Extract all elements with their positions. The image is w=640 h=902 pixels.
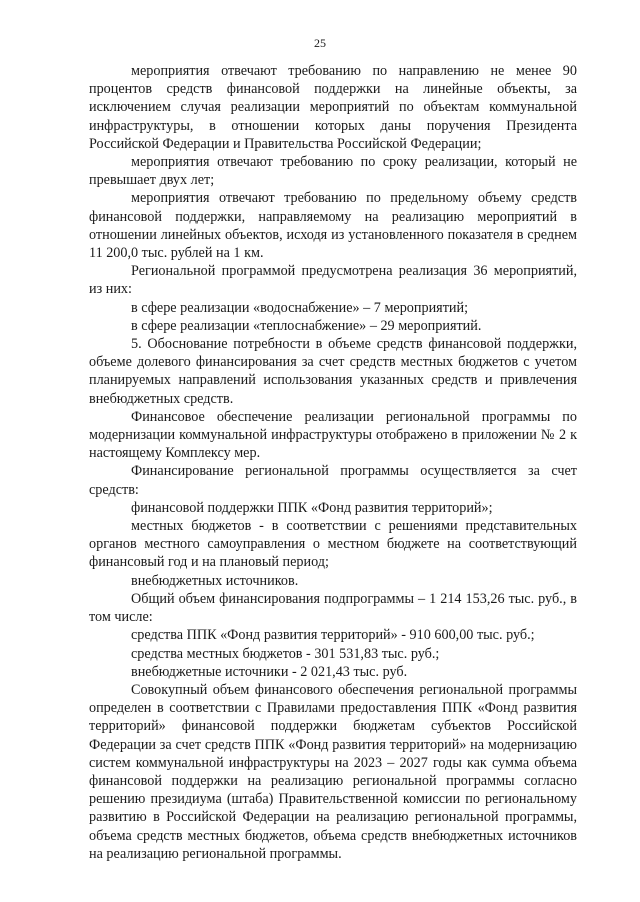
section-heading: 5. Обоснование потребности в объеме средств финансовой поддержки, объеме долевого финансирования за счет средств местных бюджетов с учетом планируемых направлений использования указанных средств и привлечения внебюджетных средств. [89,336,577,407]
list-item: средства местных бюджетов - 301 531,83 тыс. руб.; [131,645,440,662]
paragraph: Региональной программой предусмотрена реализация 36 мероприятий, из них: [89,263,577,298]
paragraph: мероприятия отвечают требованию по сроку реализации, который не превышает двух лет; [89,154,577,189]
paragraph: Финансирование региональной программы осуществляется за счет средств: [89,463,577,498]
list-item: в сфере реализации «теплоснабжение» – 29 мероприятий. [131,317,482,334]
list-item: в сфере реализации «водоснабжение» – 7 мероприятий; [131,299,469,316]
paragraph: Финансовое обеспечение реализации региональной программы по модернизации коммунальной инфраструктуры отображено в приложении № 2 к настоящему Комплексу мер. [89,408,577,462]
list-item: внебюджетных источников. [131,572,299,589]
list-item: внебюджетные источники - 2 021,43 тыс. руб. [131,663,408,680]
list-item: финансовой поддержки ППК «Фонд развития территорий»; [131,499,493,516]
list-item: средства ППК «Фонд развития территорий» - 910 600,00 тыс. руб.; [131,627,535,644]
paragraph: Общий объем финансирования подпрограммы – 1 214 153,26 тыс. руб., в том числе: [89,590,577,626]
paragraph: мероприятия отвечают требованию по предельному объему средств финансовой поддержки, направляемому на реализацию мероприятий в отношении линейных объектов, исходя из установленного показателя в среднем 11 200,0 тыс. рублей на 1 км. [89,190,577,262]
paragraph: Совокупный объем финансового обеспечения региональной программы определен в соответствии с Правилами предоставления ППК «Фонд развития территорий» финансовой поддержки бюджетам субъектов Российской Федерации за счет средств ППК «Фонд развития территорий» на модернизацию систем коммунальной инфраструктуры на 2023 – 2027 годы как сумма объема финансовой поддержки на реализацию региональной программы согласно решению президиума (штаба) Правительственной комиссии по региональному развитию в Российской Федерации на реализацию региональной программы, объема средств местных бюджетов, объема средств внебюджетных источников на реализацию региональной программы. [89,681,577,862]
list-item: местных бюджетов - в соответствии с решениями представительных органов местного самоуправления о местном бюджете на соответствующий финансовый год и на плановый период; [89,518,577,571]
paragraph: мероприятия отвечают требованию по направлению не менее 90 процентов средств финансовой поддержки на линейные объекты, за исключением случая реализации мероприятий по объектам коммунальной инфраструктуры, в отношении которых даны поручения Президента Российской Федерации и Правительства Российской Федерации; [89,63,577,152]
document-body [89,62,577,863]
page-number: 25 [314,36,326,50]
